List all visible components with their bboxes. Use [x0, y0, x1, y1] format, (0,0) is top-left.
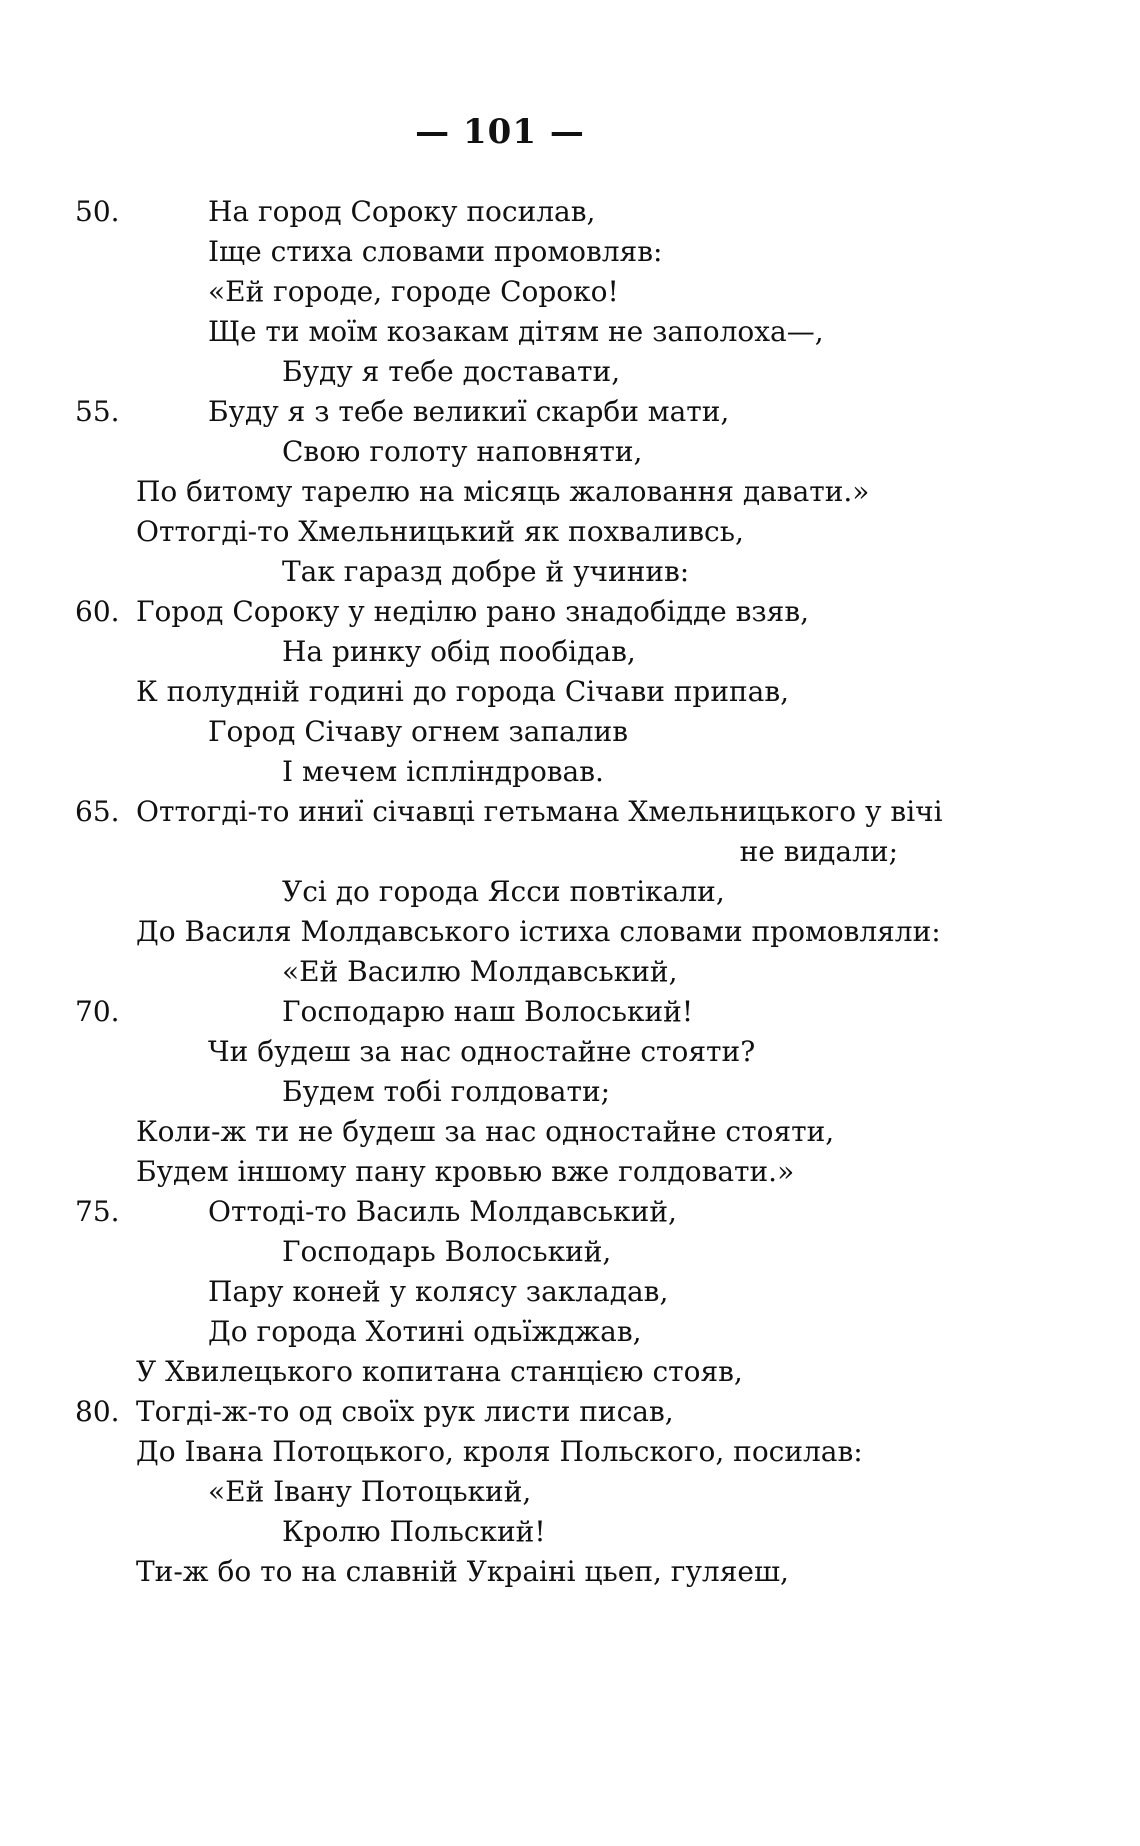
- verse-line: Господарь Волоський,: [282, 1235, 612, 1268]
- line-number: 70.: [75, 995, 120, 1028]
- verse-line: До Василя Молдавського істиха словами промовляли:: [136, 915, 941, 948]
- verse-line: Будем тобі голдовати;: [282, 1075, 611, 1108]
- line-number: 50.: [75, 195, 120, 228]
- verse-line: «Ей городе, городе Сороко!: [208, 275, 619, 308]
- verse-line: Кролю Польский!: [282, 1515, 546, 1548]
- verse-line: Ще ти моїм козакам дітям не заполоха—,: [208, 315, 824, 348]
- verse-line: Коли-ж ти не будеш за нас одностайне стояти,: [136, 1115, 835, 1148]
- verse-line: Пару коней у колясу закладав,: [208, 1275, 669, 1308]
- verse-line: Оттогді-то Хмельницький як похваливсь,: [136, 515, 744, 548]
- verse-line: Оттоді-то Василь Молдавський,: [208, 1195, 677, 1228]
- verse-line: Оттогді-то иниї січавці гетьмана Хмельницького у вічі: [136, 795, 943, 828]
- verse-line: Усі до города Ясси повтікали,: [282, 875, 725, 908]
- verse-line: Тогді-ж-то од своїх рук листи писав,: [136, 1395, 674, 1428]
- verse-line: Буду я тебе доставати,: [282, 355, 621, 388]
- verse-line: До Івана Потоцького, кроля Польского, посилав:: [136, 1435, 863, 1468]
- line-number: 65.: [75, 795, 120, 828]
- verse-line: Господарю наш Волоський!: [282, 995, 694, 1028]
- verse-line: «Ей Василю Молдавський,: [282, 955, 678, 988]
- verse-line: К полудній годині до города Січави припав,: [136, 675, 790, 708]
- line-number: 60.: [75, 595, 120, 628]
- verse-line: На город Сороку посилав,: [208, 195, 596, 228]
- line-number: 55.: [75, 395, 120, 428]
- verse-line: Будем іншому пану кровью вже голдовати.»: [136, 1155, 795, 1188]
- verse-line: «Ей Івану Потоцький,: [208, 1475, 532, 1508]
- verse-line: Свою голоту наповняти,: [282, 435, 643, 468]
- line-number: 80.: [75, 1395, 120, 1428]
- verse-line: Чи будеш за нас одностайне стояти?: [208, 1035, 756, 1068]
- verse-line: Іще стиха словами промовляв:: [208, 235, 663, 268]
- line-number: 75.: [75, 1195, 120, 1228]
- verse-line: У Хвилецького копитана станцією стояв,: [136, 1355, 743, 1388]
- verse-line: По битому тарелю на місяць жаловання давати.»: [136, 475, 870, 508]
- verse-line: І мечем іспліндровав.: [282, 755, 604, 788]
- verse-line: Так гаразд добре й учинив:: [282, 555, 690, 588]
- verse-line: Ти-ж бо то на славній Украіні цьеп, гуляеш,: [136, 1555, 789, 1588]
- verse-line: Буду я з тебе великиї скарби мати,: [208, 395, 730, 428]
- verse-line: До города Хотині одьїжджав,: [208, 1315, 642, 1348]
- verse-line: не видали;: [739, 835, 898, 868]
- verse-line: Город Січаву огнем запалив: [208, 715, 629, 748]
- verse-line: На ринку обід пообідав,: [282, 635, 636, 668]
- page-number: — 101 —: [415, 112, 585, 152]
- verse-line: Город Сороку у неділю рано знадобідде взяв,: [136, 595, 810, 628]
